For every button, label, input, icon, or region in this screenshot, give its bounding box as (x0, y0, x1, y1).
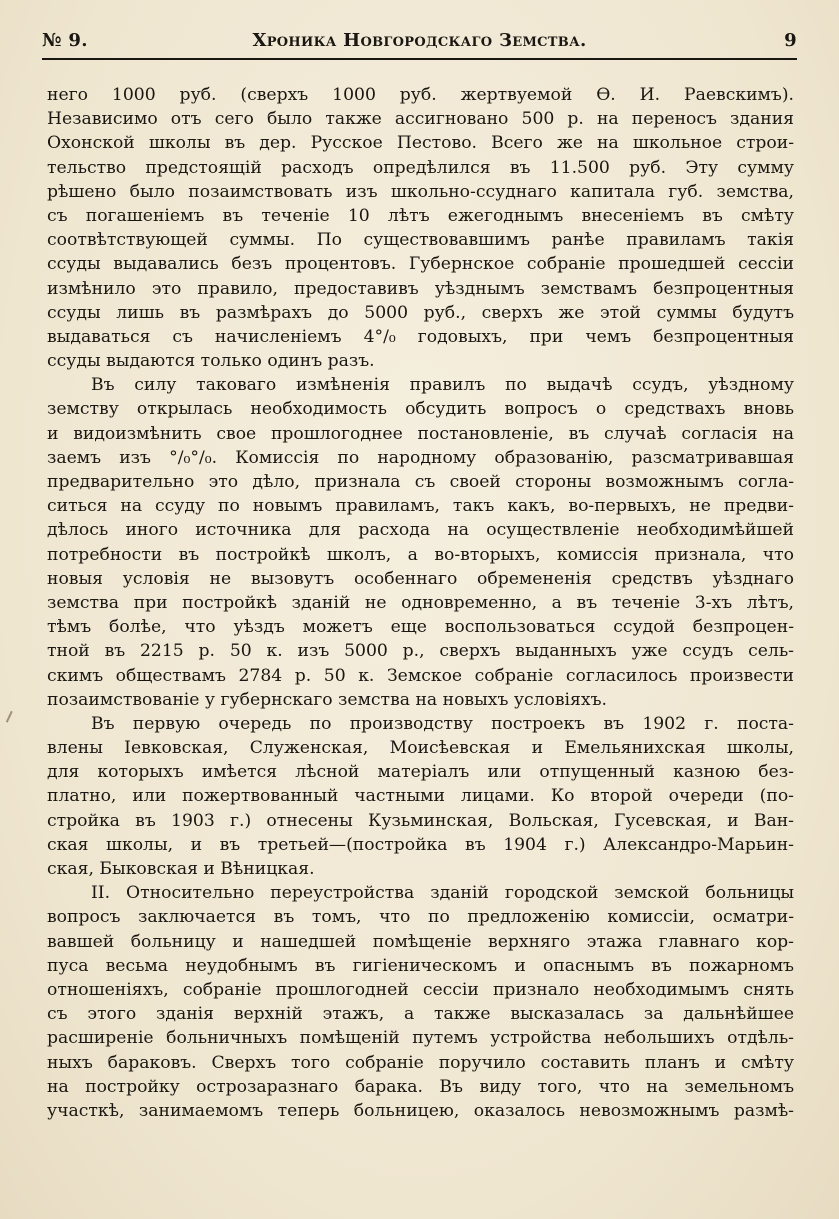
text-line: тѣмъ болѣе, что уѣздъ можетъ еще воспользоваться ссудой безпроцен- (47, 617, 794, 638)
text-line: скимъ обществамъ 2784 р. 50 к. Земское собраніе согласилось произвести (47, 665, 794, 686)
text-line: съ этого зданія верхній этажъ, а также высказалась за дальнѣйшее (47, 1004, 794, 1025)
text-line: измѣнило это правило, предоставивъ уѣзднымъ земствамъ безпроцентныя (47, 278, 794, 299)
text-line: пуса весьма неудобнымъ въ гигіеническомъ и опаснымъ въ пожарномъ (47, 955, 794, 976)
text-line: вавшей больницу и нашедшей помѣщеніе верхняго этажа главнаго кор- (47, 931, 794, 952)
text-line: для которыхъ имѣется лѣсной матеріалъ или отпущенный казною без- (47, 762, 794, 783)
text-line: выдаваться съ начисленіемъ 4°/₀ годовыхъ, при чемъ безпроцентныя (47, 326, 794, 347)
text-line: предварительно это дѣло, признала съ своей стороны возможнымъ согла- (47, 472, 794, 492)
text-line: влены Іевковская, Служенская, Моисѣевская и Емельянихская школы, (47, 738, 794, 759)
journal-title: Хроника Новгородскаго Земства. (252, 30, 587, 51)
text-line: позаимствованіе у губернскаго земства на новыхъ условіяхъ. (47, 689, 607, 710)
text-line: платно, или пожертвованный частными лицами. Ко второй очереди (по- (47, 786, 794, 807)
text-line: земству открылась необходимость обсудить вопросъ о средствахъ вновь (47, 399, 794, 420)
text-line: Въ силу таковаго измѣненія правилъ по выдачѣ ссудъ, уѣздному (91, 375, 794, 396)
text-line: рѣшено было позаимствовать изъ школьно-ссуднаго капитала губ. земства, (47, 181, 794, 202)
issue-number: № 9. (42, 30, 88, 51)
text-line: ссуды лишь въ размѣрахъ до 5000 руб., сверхъ же этой суммы будутъ (47, 302, 794, 323)
page-number: 9 (784, 30, 797, 51)
margin-mark-icon (6, 711, 18, 725)
text-line: на постройку острозаразнаго барака. Въ виду того, что на земельномъ (47, 1076, 794, 1097)
text-line: заемъ изъ °/₀°/₀. Комиссія по народному образованію, разсматривавшая (47, 447, 794, 468)
header-rule (42, 58, 797, 60)
text-line: ситься на ссуду по новымъ правиламъ, такъ какъ, во-первыхъ, не предви- (47, 496, 794, 517)
body-text (47, 83, 794, 1123)
text-line: участкѣ, занимаемомъ теперь больницею, оказалось невозможнымъ размѣ- (47, 1100, 794, 1121)
text-line: ныхъ бараковъ. Сверхъ того собраніе поручило составить планъ и смѣту (47, 1052, 794, 1073)
text-line: II. Относительно переустройства зданій городской земской больницы (91, 883, 794, 904)
text-line: Независимо отъ сего было также ассигновано 500 р. на переносъ здания (47, 109, 794, 130)
text-line: и видоизмѣнить свое прошлогоднее постановленіе, въ случаѣ согласія на (47, 423, 794, 444)
text-line: потребности въ постройкѣ школъ, а во-вторыхъ, комиссія признала, что (47, 544, 794, 565)
text-line: дѣлось иного источника для расхода на осуществленіе необходимѣйшей (47, 520, 794, 541)
text-line: Охонской школы въ дер. Русское Пестово. Всего же на школьное строи- (47, 133, 794, 154)
text-line: соотвѣтствующей суммы. По существовавшимъ ранѣе правиламъ такія (47, 230, 794, 251)
text-line: ссуды выдавались безъ процентовъ. Губернское собраніе прошедшей сессіи (47, 254, 794, 275)
text-line: ссуды выдаются только одинъ разъ. (47, 351, 375, 372)
text-line: стройка въ 1903 г.) отнесены Кузьминская, Вольская, Гусевская, и Ван- (47, 810, 794, 831)
text-line: ская школы, и въ третьей—(постройка въ 1904 г.) Александро-Марьин- (47, 834, 794, 855)
text-line: отношеніяхъ, собраніе прошлогодней сессіи признало необходимымъ снять (47, 979, 794, 1000)
text-line: земства при постройкѣ зданій не одновременно, а въ теченіе 3-хъ лѣтъ, (47, 592, 794, 613)
text-line: него 1000 руб. (сверхъ 1000 руб. жертвуемой Ѳ. И. Раевскимъ). (47, 85, 794, 105)
text-line: ская, Быковская и Вѣницкая. (47, 859, 315, 879)
text-line: тной въ 2215 р. 50 к. изъ 5000 р., сверхъ выданныхъ уже ссудъ сель- (47, 641, 794, 662)
text-line: Въ первую очередь по производству построекъ въ 1902 г. поста- (91, 713, 794, 734)
text-line: вопросъ заключается въ томъ, что по предложенію комиссіи, осматри- (47, 907, 794, 928)
text-line: новыя условія не вызовутъ особеннаго обремененія средствъ уѣзднаго (47, 568, 794, 589)
text-line: съ погашеніемъ въ теченіе 10 лѣтъ ежегоднымъ внесеніемъ въ смѣту (47, 205, 794, 226)
text-line: тельство предстоящій расходъ опредѣлился въ 11.500 руб. Эту сумму (47, 157, 794, 178)
running-header (42, 30, 797, 60)
text-line: расширеніе больничныхъ помѣщеній путемъ устройства небольшихъ отдѣль- (47, 1028, 794, 1049)
